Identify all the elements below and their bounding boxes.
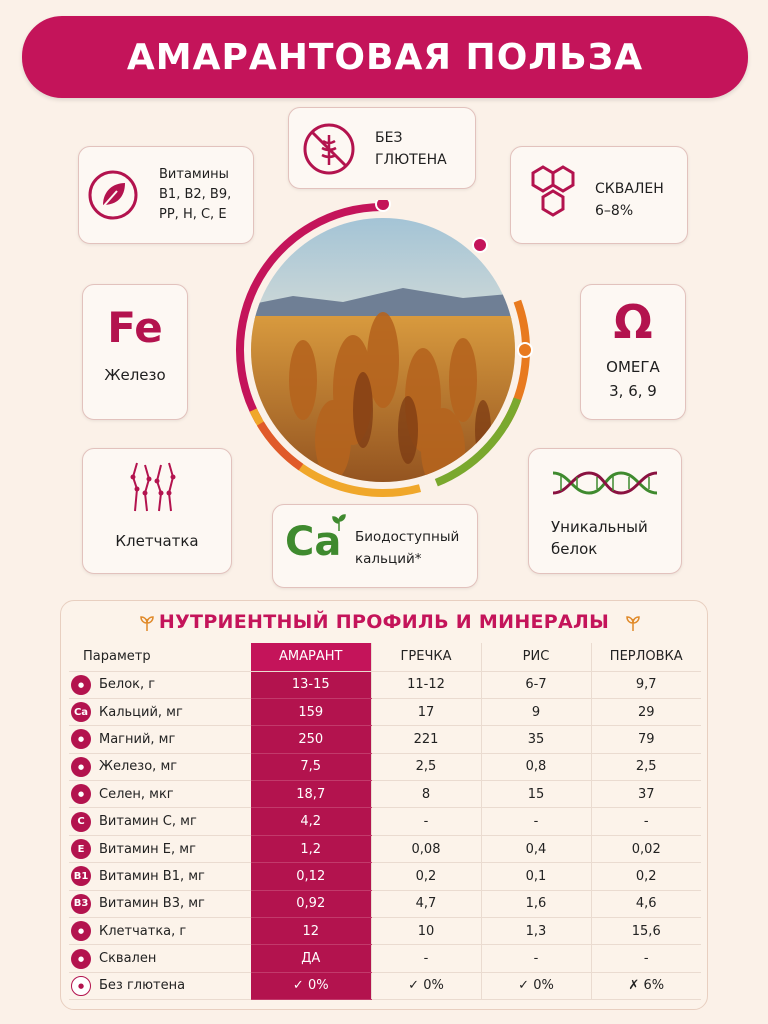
protein-icon: ● — [71, 675, 91, 695]
buckwheat-value: - — [371, 945, 481, 972]
gluten-text-2: ГЛЮТЕНА — [375, 152, 447, 168]
param-label: Без глютена — [99, 978, 186, 994]
rice-value: 0,4 — [481, 835, 591, 862]
table-row — [69, 972, 701, 999]
barley-value: - — [591, 945, 701, 972]
rice-value: 1,3 — [481, 918, 591, 945]
header-buckwheat: ГРЕЧКА — [371, 643, 481, 671]
sprout-icon — [329, 513, 349, 533]
card-squalene — [510, 146, 688, 244]
card-iron — [82, 284, 188, 420]
barley-value: - — [591, 808, 701, 835]
vitamin-e-icon: E — [71, 839, 91, 859]
param-label: Витамин В1, мг — [99, 868, 205, 884]
table-row — [69, 726, 701, 753]
param-cell — [69, 835, 251, 862]
card-gluten-free — [288, 107, 476, 189]
amaranth-value: 250 — [251, 726, 371, 753]
buckwheat-value: 8 — [371, 781, 481, 808]
calcium-icon: Ca — [71, 702, 91, 722]
iron-label: Железо — [104, 366, 166, 384]
squalene-text-2: 6–8% — [595, 203, 634, 219]
param-cell — [69, 671, 251, 698]
rice-value: 1,6 — [481, 890, 591, 917]
table-header-row — [69, 643, 701, 671]
barley-value: 37 — [591, 781, 701, 808]
barley-value: 4,6 — [591, 890, 701, 917]
nutrient-table — [69, 643, 701, 1000]
amaranth-value: 1,2 — [251, 835, 371, 862]
buckwheat-value: ✓ 0% — [371, 972, 481, 999]
card-protein — [528, 448, 682, 574]
page-title: АМАРАНТОВАЯ ПОЛЬЗА — [22, 16, 748, 98]
rice-value: - — [481, 808, 591, 835]
rice-value: 15 — [481, 781, 591, 808]
param-cell — [69, 972, 251, 999]
iron-drop-icon: ● — [71, 757, 91, 777]
amaranth-value: ДА — [251, 945, 371, 972]
barley-value: 0,2 — [591, 863, 701, 890]
param-label: Витамин С, мг — [99, 814, 197, 830]
barley-value: 0,02 — [591, 835, 701, 862]
table-row — [69, 835, 701, 862]
table-row — [69, 698, 701, 725]
rice-value: 0,8 — [481, 753, 591, 780]
amaranth-value: 0,92 — [251, 890, 371, 917]
table-row — [69, 781, 701, 808]
rice-value: 35 — [481, 726, 591, 753]
iron-symbol: Fe — [107, 303, 163, 352]
calcium-symbol: Ca — [285, 519, 342, 565]
protein-text-1: Уникальный — [551, 518, 648, 536]
wheat-right-icon — [623, 613, 643, 633]
buckwheat-value: 11-12 — [371, 671, 481, 698]
omega-text-1: ОМЕГА — [606, 358, 660, 376]
dna-icon — [549, 465, 661, 501]
buckwheat-value: 0,2 — [371, 863, 481, 890]
fiber-strands-icon — [123, 459, 183, 515]
omega-symbol: Ω — [613, 295, 653, 349]
card-calcium — [272, 504, 478, 588]
amaranth-value: 4,2 — [251, 808, 371, 835]
param-cell — [69, 945, 251, 972]
param-cell — [69, 808, 251, 835]
vitamin-c-icon: C — [71, 812, 91, 832]
buckwheat-value: 4,7 — [371, 890, 481, 917]
vitamin-b3-icon: B3 — [71, 894, 91, 914]
magnesium-icon: ● — [71, 729, 91, 749]
table-row — [69, 671, 701, 698]
param-cell — [69, 753, 251, 780]
protein-text-2: белок — [551, 540, 598, 558]
header-barley: ПЕРЛОВКА — [591, 643, 701, 671]
amaranth-value: 159 — [251, 698, 371, 725]
card-omega — [580, 284, 686, 420]
param-label: Железо, мг — [99, 759, 178, 775]
table-row — [69, 945, 701, 972]
fiber-icon: ● — [71, 921, 91, 941]
param-label: Витамин Е, мг — [99, 841, 196, 857]
buckwheat-value: 221 — [371, 726, 481, 753]
rice-value: 9 — [481, 698, 591, 725]
gluten-free-icon: ● — [71, 976, 91, 996]
header-param: Параметр — [69, 643, 251, 671]
param-label: Белок, г — [99, 677, 156, 693]
table-row — [69, 753, 701, 780]
table-title: НУТРИЕНТНЫЙ ПРОФИЛЬ И МИНЕРАЛЫ — [158, 611, 610, 633]
table-row — [69, 918, 701, 945]
barley-value: 29 — [591, 698, 701, 725]
fiber-label: Клетчатка — [115, 532, 199, 550]
card-fiber — [82, 448, 232, 574]
amaranth-value: ✓ 0% — [251, 972, 371, 999]
nutrient-table-card — [60, 600, 708, 1010]
param-cell — [69, 781, 251, 808]
buckwheat-value: - — [371, 808, 481, 835]
amaranth-value: 12 — [251, 918, 371, 945]
header-rice: РИС — [481, 643, 591, 671]
buckwheat-value: 17 — [371, 698, 481, 725]
amaranth-value: 13-15 — [251, 671, 371, 698]
omega-text-2: 3, 6, 9 — [609, 382, 657, 400]
table-row — [69, 863, 701, 890]
gluten-text-1: БЕЗ — [375, 130, 403, 146]
table-row — [69, 890, 701, 917]
amaranth-field-image — [233, 200, 533, 500]
rice-value: ✓ 0% — [481, 972, 591, 999]
buckwheat-value: 10 — [371, 918, 481, 945]
param-cell — [69, 918, 251, 945]
barley-value: 15,6 — [591, 918, 701, 945]
barley-value: 9,7 — [591, 671, 701, 698]
barley-value: ✗ 6% — [591, 972, 701, 999]
param-label: Клетчатка, г — [99, 923, 187, 939]
param-label: Селен, мкг — [99, 786, 174, 802]
amaranth-value: 18,7 — [251, 781, 371, 808]
vitamin-b1-icon: B1 — [71, 866, 91, 886]
rice-value: - — [481, 945, 591, 972]
calcium-text-1: Биодоступный — [355, 529, 460, 545]
rice-value: 0,1 — [481, 863, 591, 890]
barley-value: 79 — [591, 726, 701, 753]
buckwheat-value: 2,5 — [371, 753, 481, 780]
squalene-icon: ● — [71, 949, 91, 969]
no-gluten-icon — [301, 121, 357, 177]
buckwheat-value: 0,08 — [371, 835, 481, 862]
card-vitamins — [78, 146, 254, 244]
param-label: Магний, мг — [99, 731, 176, 747]
squalene-text-1: СКВАЛЕН — [595, 181, 664, 197]
amaranth-value: 0,12 — [251, 863, 371, 890]
table-row — [69, 808, 701, 835]
vitamins-text: Витамины В1, В2, В9, PP, H, C, E — [159, 167, 232, 222]
calcium-text-2: кальций* — [355, 551, 422, 567]
param-label: Витамин В3, мг — [99, 896, 205, 912]
param-cell — [69, 726, 251, 753]
rice-value: 6-7 — [481, 671, 591, 698]
header-amaranth: АМАРАНТ — [251, 643, 371, 671]
selenium-icon: ● — [71, 784, 91, 804]
param-label: Кальций, мг — [99, 704, 183, 720]
param-cell — [69, 698, 251, 725]
param-cell — [69, 890, 251, 917]
amaranth-value: 7,5 — [251, 753, 371, 780]
leaf-icon — [87, 169, 139, 221]
barley-value: 2,5 — [591, 753, 701, 780]
param-cell — [69, 863, 251, 890]
param-label: Сквален — [99, 951, 157, 967]
